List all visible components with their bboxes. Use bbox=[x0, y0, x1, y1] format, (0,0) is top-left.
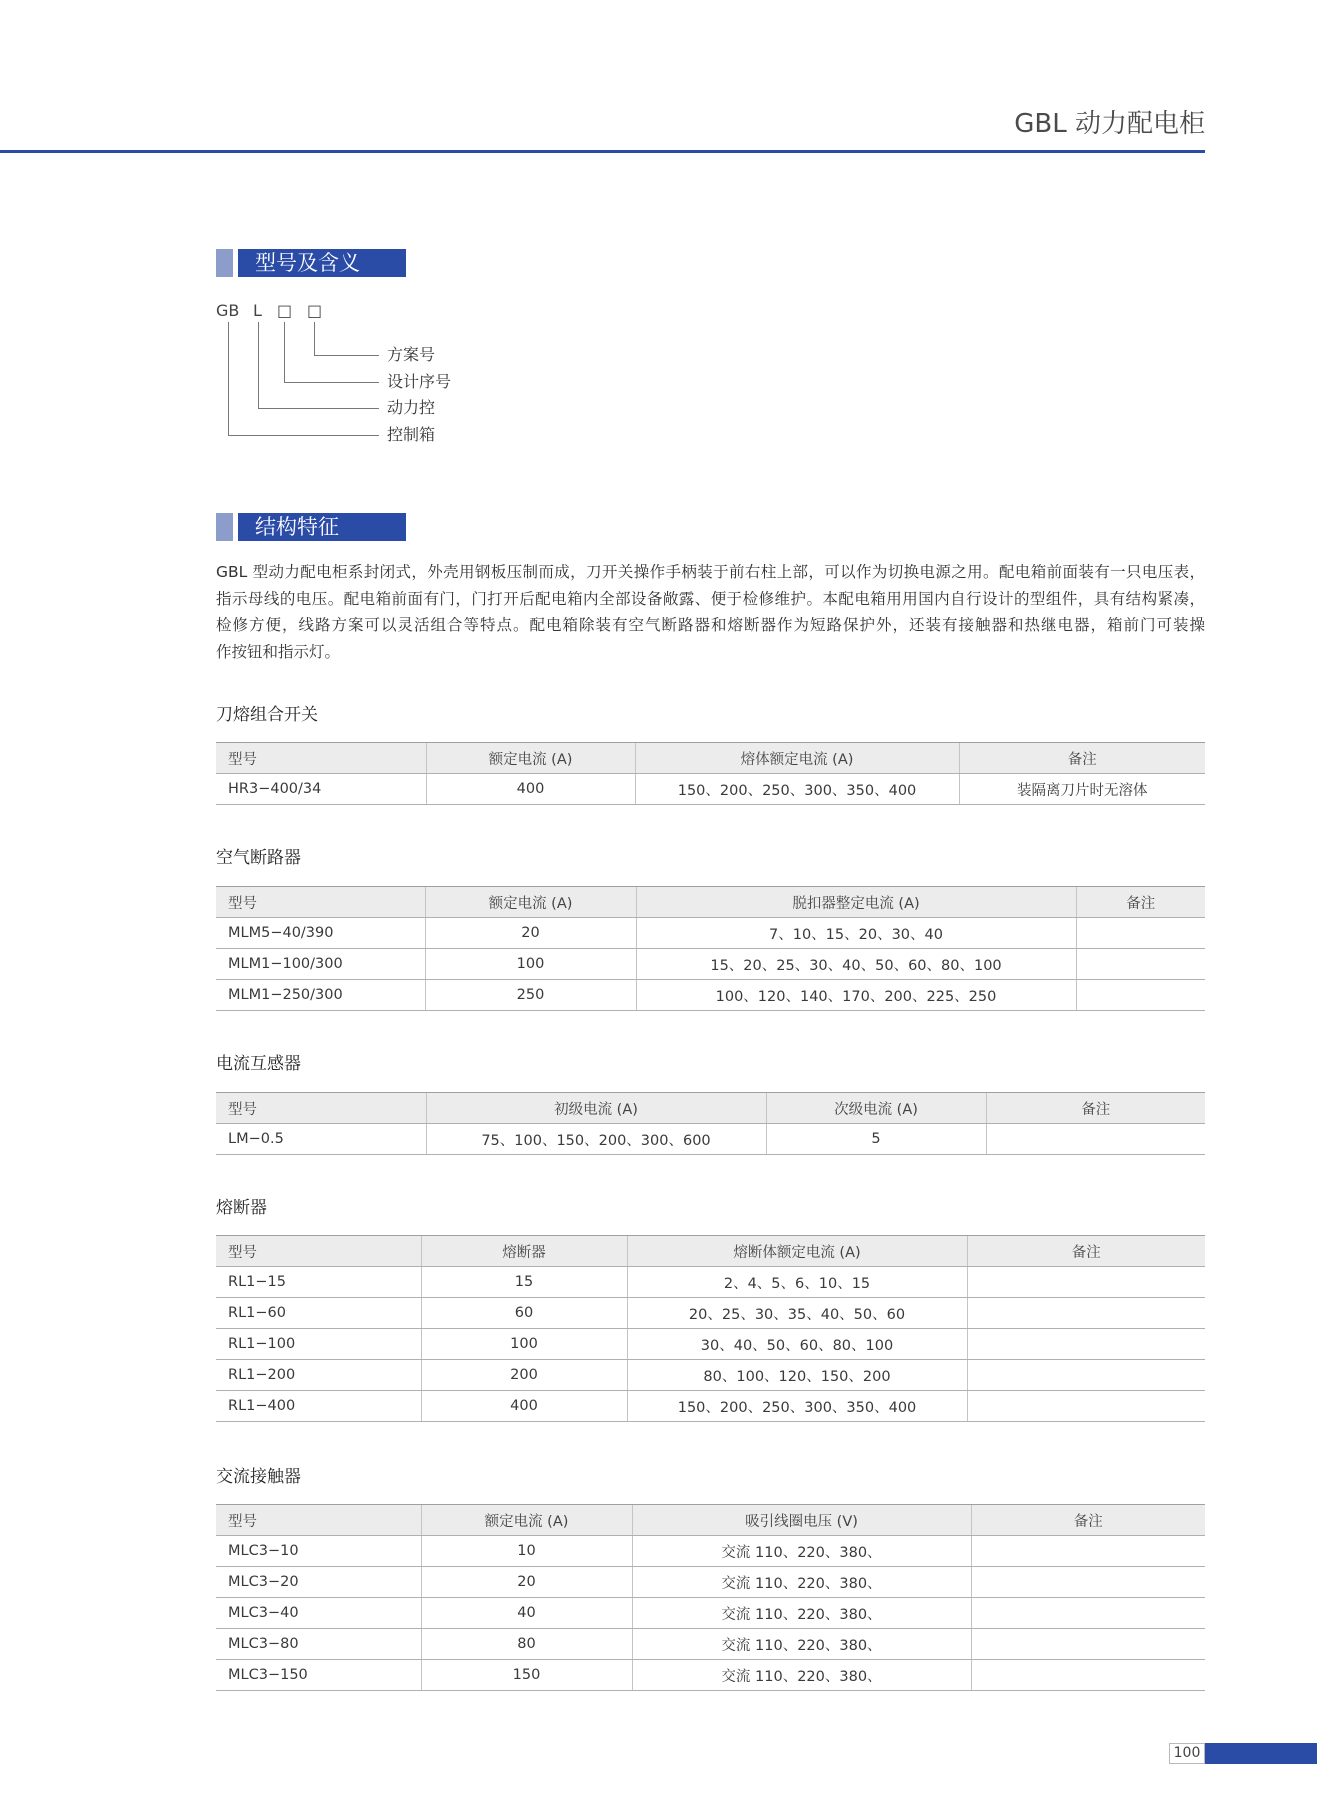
table-cell: 15 bbox=[421, 1267, 627, 1298]
table-header-cell: 额定电流 (A) bbox=[425, 887, 636, 918]
table-cell: RL1−100 bbox=[216, 1329, 421, 1360]
table-cell: MLC3−150 bbox=[216, 1660, 421, 1691]
table-cell: MLC3−80 bbox=[216, 1629, 421, 1660]
ac-contactor-table bbox=[216, 1504, 1205, 1691]
table-title-current-transformer: 电流互感器 bbox=[216, 1054, 301, 1074]
table-cell: 交流 110、220、380、 bbox=[632, 1598, 971, 1629]
table-row bbox=[216, 1629, 1205, 1660]
table-cell: RL1−400 bbox=[216, 1391, 421, 1422]
table-cell: 20 bbox=[421, 1567, 632, 1598]
table-header-cell: 备注 bbox=[986, 1093, 1205, 1124]
table-cell: 400 bbox=[421, 1391, 627, 1422]
table-cell: 100、120、140、170、200、225、250 bbox=[636, 980, 1076, 1011]
table-cell-empty bbox=[1076, 949, 1205, 980]
table-cell: LM−0.5 bbox=[216, 1124, 426, 1155]
table-header-cell: 熔断器 bbox=[421, 1236, 627, 1267]
paragraph-line: 指示母线的电压。配电箱前面有门，门打开后配电箱内全部设备敞露、便于检修维护。本配电箱用用国内自行设计的型组件，具有结构紧凑， bbox=[216, 589, 1205, 608]
table-row bbox=[216, 1360, 1205, 1391]
table-header-cell: 脱扣器整定电流 (A) bbox=[636, 887, 1076, 918]
table-title-air-breaker: 空气断路器 bbox=[216, 848, 301, 868]
table-header-cell: 备注 bbox=[959, 743, 1205, 774]
page-number-bar bbox=[1205, 1743, 1317, 1764]
table-cell: 150 bbox=[421, 1660, 632, 1691]
table-header-cell: 额定电流 (A) bbox=[421, 1505, 632, 1536]
table-header-cell: 型号 bbox=[216, 743, 426, 774]
table-cell-empty bbox=[967, 1298, 1205, 1329]
table-cell-empty bbox=[971, 1598, 1205, 1629]
section-marker bbox=[216, 513, 233, 541]
table-cell: 250 bbox=[425, 980, 636, 1011]
table-title-fuse-switch: 刀熔组合开关 bbox=[216, 705, 318, 725]
table-cell-empty bbox=[971, 1567, 1205, 1598]
table-cell: 150、200、250、300、350、400 bbox=[635, 774, 959, 805]
table-header-cell: 熔断体额定电流 (A) bbox=[627, 1236, 967, 1267]
table-header-cell: 型号 bbox=[216, 887, 425, 918]
table-header-cell: 备注 bbox=[971, 1505, 1205, 1536]
code-label-box: 控制箱 bbox=[387, 425, 436, 444]
table-cell: MLM5−40/390 bbox=[216, 918, 425, 949]
paragraph-line: GBL 型动力配电柜系封闭式，外壳用钢板压制而成，刀开关操作手柄装于前右柱上部，可以作为切换电源之用。配电箱前面装有一只电压表， bbox=[216, 563, 1205, 581]
paragraph-line: 作按钮和指示灯。 bbox=[216, 643, 341, 662]
table-cell-empty bbox=[967, 1267, 1205, 1298]
connector-line-design bbox=[284, 322, 285, 382]
table-cell: 60 bbox=[421, 1298, 627, 1329]
section-title: 型号及含义 bbox=[238, 249, 406, 277]
table-cell: 400 bbox=[426, 774, 635, 805]
connector-line-scheme bbox=[314, 355, 379, 356]
table-cell-empty bbox=[967, 1360, 1205, 1391]
connector-line-scheme bbox=[314, 322, 315, 355]
table-cell: 交流 110、220、380、 bbox=[632, 1567, 971, 1598]
table-header-cell: 初级电流 (A) bbox=[426, 1093, 766, 1124]
table-cell: RL1−15 bbox=[216, 1267, 421, 1298]
table-row bbox=[216, 980, 1205, 1011]
table-row bbox=[216, 1329, 1205, 1360]
table-cell: 15、20、25、30、40、50、60、80、100 bbox=[636, 949, 1076, 980]
table-row bbox=[216, 1660, 1205, 1691]
connector-line-box bbox=[228, 435, 379, 436]
code-part-scheme-box: □ bbox=[307, 301, 323, 320]
fuse-table bbox=[216, 1235, 1205, 1422]
table-header-cell: 次级电流 (A) bbox=[766, 1093, 986, 1124]
table-cell-empty bbox=[971, 1629, 1205, 1660]
table-cell: 40 bbox=[421, 1598, 632, 1629]
page-title: GBL 动力配电柜 bbox=[1014, 109, 1205, 139]
table-row bbox=[216, 949, 1205, 980]
table-header-cell: 备注 bbox=[1076, 887, 1205, 918]
table-cell: MLM1−100/300 bbox=[216, 949, 425, 980]
code-label-design: 设计序号 bbox=[387, 372, 452, 391]
page-number: 100 bbox=[1169, 1743, 1205, 1764]
table-cell: MLC3−40 bbox=[216, 1598, 421, 1629]
table-row bbox=[216, 1567, 1205, 1598]
table-cell: MLC3−20 bbox=[216, 1567, 421, 1598]
table-cell: 装隔离刀片时无溶体 bbox=[959, 774, 1205, 805]
table-cell: 7、10、15、20、30、40 bbox=[636, 918, 1076, 949]
code-label-power: 动力控 bbox=[387, 398, 436, 417]
table-cell: 20、25、30、35、40、50、60 bbox=[627, 1298, 967, 1329]
table-cell: 30、40、50、60、80、100 bbox=[627, 1329, 967, 1360]
table-cell: 100 bbox=[421, 1329, 627, 1360]
table-cell: 交流 110、220、380、 bbox=[632, 1629, 971, 1660]
table-cell-empty bbox=[967, 1329, 1205, 1360]
table-cell: MLC3−10 bbox=[216, 1536, 421, 1567]
table-header-cell: 额定电流 (A) bbox=[426, 743, 635, 774]
table-cell: 200 bbox=[421, 1360, 627, 1391]
code-label-scheme: 方案号 bbox=[387, 345, 436, 364]
table-cell: HR3−400/34 bbox=[216, 774, 426, 805]
code-part-l: L bbox=[253, 301, 262, 320]
table-header-cell: 型号 bbox=[216, 1505, 421, 1536]
table-row bbox=[216, 1391, 1205, 1422]
structure-paragraph bbox=[216, 559, 1205, 666]
section-header-structure bbox=[216, 513, 406, 541]
table-cell-empty bbox=[1076, 918, 1205, 949]
table-header-row bbox=[216, 887, 1205, 918]
connector-line-power bbox=[258, 408, 379, 409]
table-cell: 80 bbox=[421, 1629, 632, 1660]
table-cell: 20 bbox=[425, 918, 636, 949]
table-header-cell: 型号 bbox=[216, 1093, 426, 1124]
section-header-model bbox=[216, 249, 406, 277]
air-circuit-breaker-table bbox=[216, 886, 1205, 1011]
table-row bbox=[216, 1298, 1205, 1329]
table-cell: RL1−200 bbox=[216, 1360, 421, 1391]
table-row bbox=[216, 774, 1205, 805]
table-cell: 10 bbox=[421, 1536, 632, 1567]
table-row bbox=[216, 1267, 1205, 1298]
table-cell: 100 bbox=[425, 949, 636, 980]
table-header-row bbox=[216, 1236, 1205, 1267]
table-header-row bbox=[216, 1505, 1205, 1536]
current-transformer-table bbox=[216, 1092, 1205, 1155]
table-cell: MLM1−250/300 bbox=[216, 980, 425, 1011]
code-part-gb: GB bbox=[216, 301, 240, 320]
table-row bbox=[216, 918, 1205, 949]
table-cell: 2、4、5、6、10、15 bbox=[627, 1267, 967, 1298]
table-header-cell: 吸引线圈电压 (V) bbox=[632, 1505, 971, 1536]
section-title: 结构特征 bbox=[238, 513, 406, 541]
table-row bbox=[216, 1536, 1205, 1567]
table-cell: 交流 110、220、380、 bbox=[632, 1536, 971, 1567]
connector-line-design bbox=[284, 382, 379, 383]
paragraph-line: 检修方便，线路方案可以灵活组合等特点。配电箱除装有空气断路器和熔断器作为短路保护外，还装有接触器和热继电器，箱前门可装操 bbox=[216, 616, 1205, 635]
table-title-fuse: 熔断器 bbox=[216, 1198, 267, 1218]
table-cell: 80、100、120、150、200 bbox=[627, 1360, 967, 1391]
table-title-ac-contactor: 交流接触器 bbox=[216, 1467, 301, 1487]
fuse-switch-table bbox=[216, 742, 1205, 805]
table-cell: 150、200、250、300、350、400 bbox=[627, 1391, 967, 1422]
table-cell-empty bbox=[967, 1391, 1205, 1422]
table-cell: 交流 110、220、380、 bbox=[632, 1660, 971, 1691]
table-header-row bbox=[216, 743, 1205, 774]
code-part-design-box: □ bbox=[277, 301, 293, 320]
table-cell: RL1−60 bbox=[216, 1298, 421, 1329]
table-row bbox=[216, 1598, 1205, 1629]
table-header-cell: 备注 bbox=[967, 1236, 1205, 1267]
table-cell: 75、100、150、200、300、600 bbox=[426, 1124, 766, 1155]
table-header-row bbox=[216, 1093, 1205, 1124]
table-cell-empty bbox=[971, 1536, 1205, 1567]
header-rule bbox=[0, 150, 1205, 153]
connector-line-box bbox=[228, 322, 229, 435]
table-row bbox=[216, 1124, 1205, 1155]
connector-line-power bbox=[258, 322, 259, 408]
table-cell: 5 bbox=[766, 1124, 986, 1155]
table-cell-empty bbox=[1076, 980, 1205, 1011]
table-cell-empty bbox=[971, 1660, 1205, 1691]
table-header-cell: 型号 bbox=[216, 1236, 421, 1267]
section-marker bbox=[216, 249, 233, 277]
table-header-cell: 熔体额定电流 (A) bbox=[635, 743, 959, 774]
table-cell-empty bbox=[986, 1124, 1205, 1155]
